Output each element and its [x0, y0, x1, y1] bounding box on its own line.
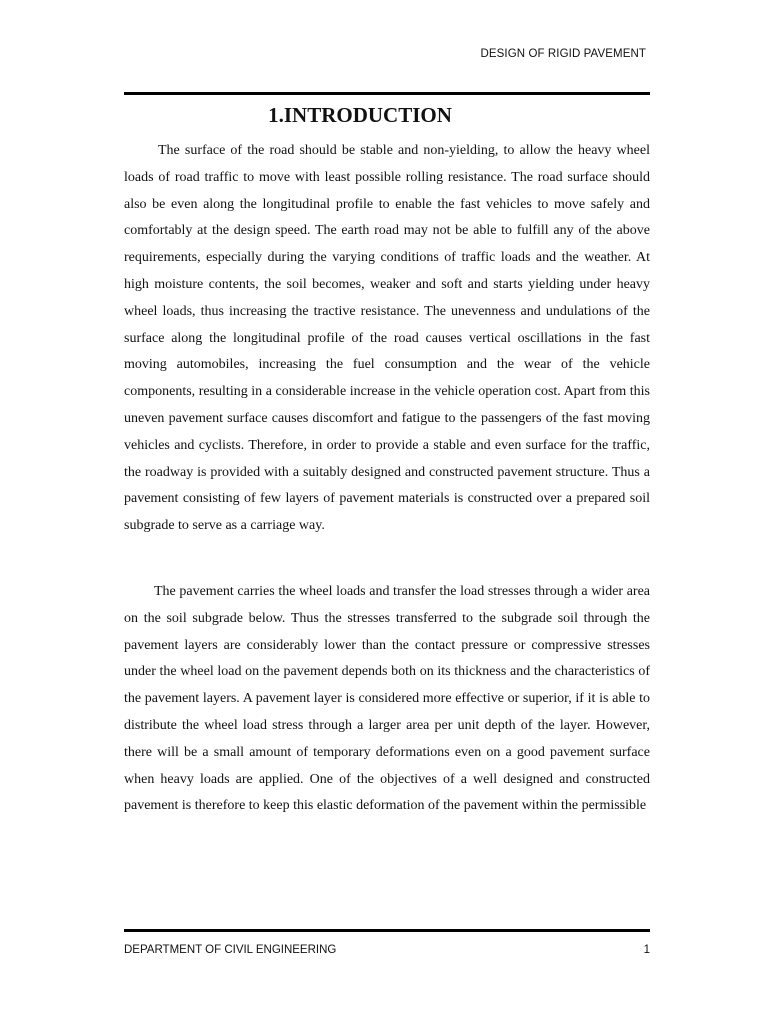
body-paragraph-2: The pavement carries the wheel loads and transfer the load stresses through a wider area on the soil subgrade below. Thus the stresses transferred to the subgrade soil through the pavement layers are considerably lower than the contact pressure or compressive stresses under the wheel load on the pavement depends both on its thickness and the characteristics of the pavement layers. A pavement layer is considered more effective or superior, if it is able to distribute the wheel load stress through a larger area per unit depth of the layer. However, there will be a small amount of temporary deformations even on a good pavement surface when heavy loads are applied. One of the objectives of a well designed and constructed pavement is therefore to keep this elastic deformation of the pavement within the permissible	[124, 584, 650, 814]
footer-department: DEPARTMENT OF CIVIL ENGINEERING	[124, 944, 337, 956]
footer-rule	[124, 929, 650, 932]
chapter-title: 1.INTRODUCTION	[268, 103, 452, 127]
body-paragraph-1: The surface of the road should be stable and non-yielding, to allow the heavy wheel loads of road traffic to move with least possible rolling resistance. The road surface should also be even along the longitudinal profile to enable the fast vehicles to move safely and comfortably at the design speed. The earth road may not be able to fulfill any of the above requirements, especially during the varying conditions of traffic loads and the weather. At high moisture contents, the soil becomes, weaker and soft and starts yielding under heavy wheel loads, thus increasing the tractive resistance. The unevenness and undulations of the surface along the longitudinal profile of the road causes vertical oscillations in the fast moving automobiles, increasing the fuel consumption and the wear of the vehicle components, resulting in a considerable increase in the vehicle operation cost. Apart from this uneven pavement surface causes discomfort and fatigue to the passengers of the fast moving vehicles and cyclists. Therefore, in order to provide a stable and even surface for the traffic, the roadway is provided with a suitably designed and constructed pavement structure. Thus a pavement consisting of few layers of pavement materials is constructed over a prepared soil subgrade to serve as a carriage way.	[124, 143, 650, 534]
header-rule	[124, 92, 650, 95]
page-header-title: DESIGN OF RIGID PAVEMENT	[480, 48, 646, 60]
page-number: 1	[643, 944, 650, 956]
